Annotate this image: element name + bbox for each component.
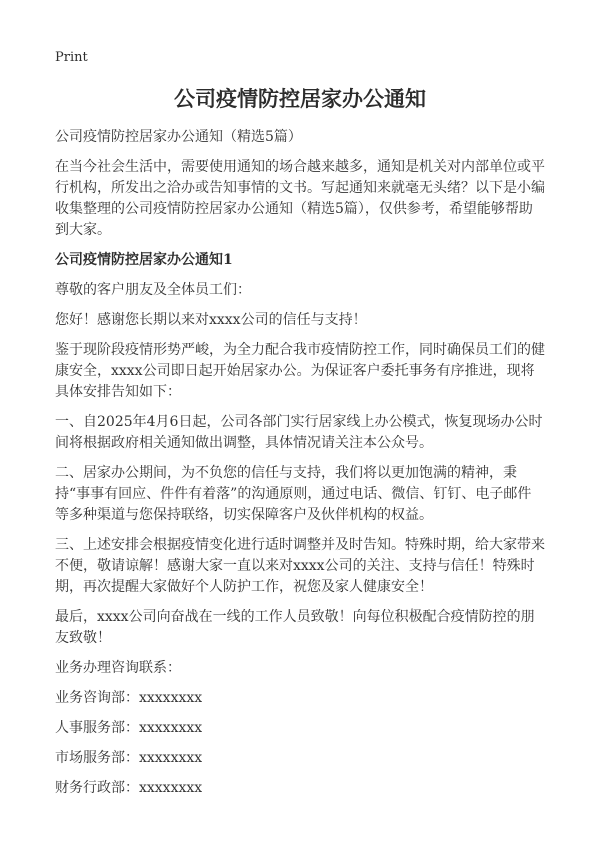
document-subtitle: 公司疫情防控居家办公通知（精选5篇）	[55, 129, 302, 145]
section-heading-1: 公司疫情防控居家办公通知1	[55, 252, 233, 268]
contact-intro-paragraph: 业务办理咨询联系：	[55, 660, 181, 676]
item-3-paragraph: 三、上述安排会根据疫情变化进行适时调整并及时告知。特殊时期，给大家带来不便，敬请谅解！感谢大家一直以来对xxxx公司的关注、支持与信任！特殊时期，再次提醒大家做好个人防护工作，祝您及家人健康安全！	[55, 537, 545, 595]
item-2-paragraph: 二、居家办公期间，为不负您的信任与支持，我们将以更加饱满的精神，秉持“事事有回应、件件有着落”的沟通原则，通过电话、微信、钉钉、电子邮件等多种渠道与您保持联络，切实保障客户及伙伴机构的权益。	[55, 465, 532, 523]
page-title: 公司疫情防控居家办公通知	[174, 86, 426, 111]
contact-line-market-service: 市场服务部：xxxxxxxx	[55, 750, 203, 766]
intro-paragraph: 在当今社会生活中，需要使用通知的场合越来越多，通知是机关对内部单位或平行机构，所发出之洽办或告知事情的文书。写起通知来就毫无头绪？以下是小编收集整理的公司疫情防控居家办公通知（精选5篇），仅供参考，希望能够帮助到大家。	[55, 159, 545, 238]
item-1-paragraph: 一、自2025年4月6日起，公司各部门实行居家线上办公模式，恢复现场办公时间将根据政府相关通知做出调整，具体情况请关注本公众号。	[55, 414, 543, 451]
contact-line-business-consulting: 业务咨询部：xxxxxxxx	[55, 690, 203, 706]
context-paragraph: 鉴于现阶段疫情形势严峻，为全力配合我市疫情防控工作，同时确保员工们的健康安全，xxxx公司即日起开始居家办公。为保证客户委托事务有序推进，现将具体安排告知如下：	[55, 342, 545, 400]
salutation-paragraph: 尊敬的客户朋友及全体员工们：	[55, 282, 251, 298]
closing-paragraph: 最后，xxxx公司向奋战在一线的工作人员致敬！向每位积极配合疫情防控的朋友致敬！	[55, 609, 535, 646]
greeting-paragraph: 您好！感谢您长期以来对xxxx公司的信任与支持！	[55, 312, 367, 328]
contact-line-finance-admin: 财务行政部：xxxxxxxx	[55, 780, 203, 796]
contact-line-hr-service: 人事服务部：xxxxxxxx	[55, 720, 203, 736]
print-button[interactable]: Print	[55, 50, 88, 65]
